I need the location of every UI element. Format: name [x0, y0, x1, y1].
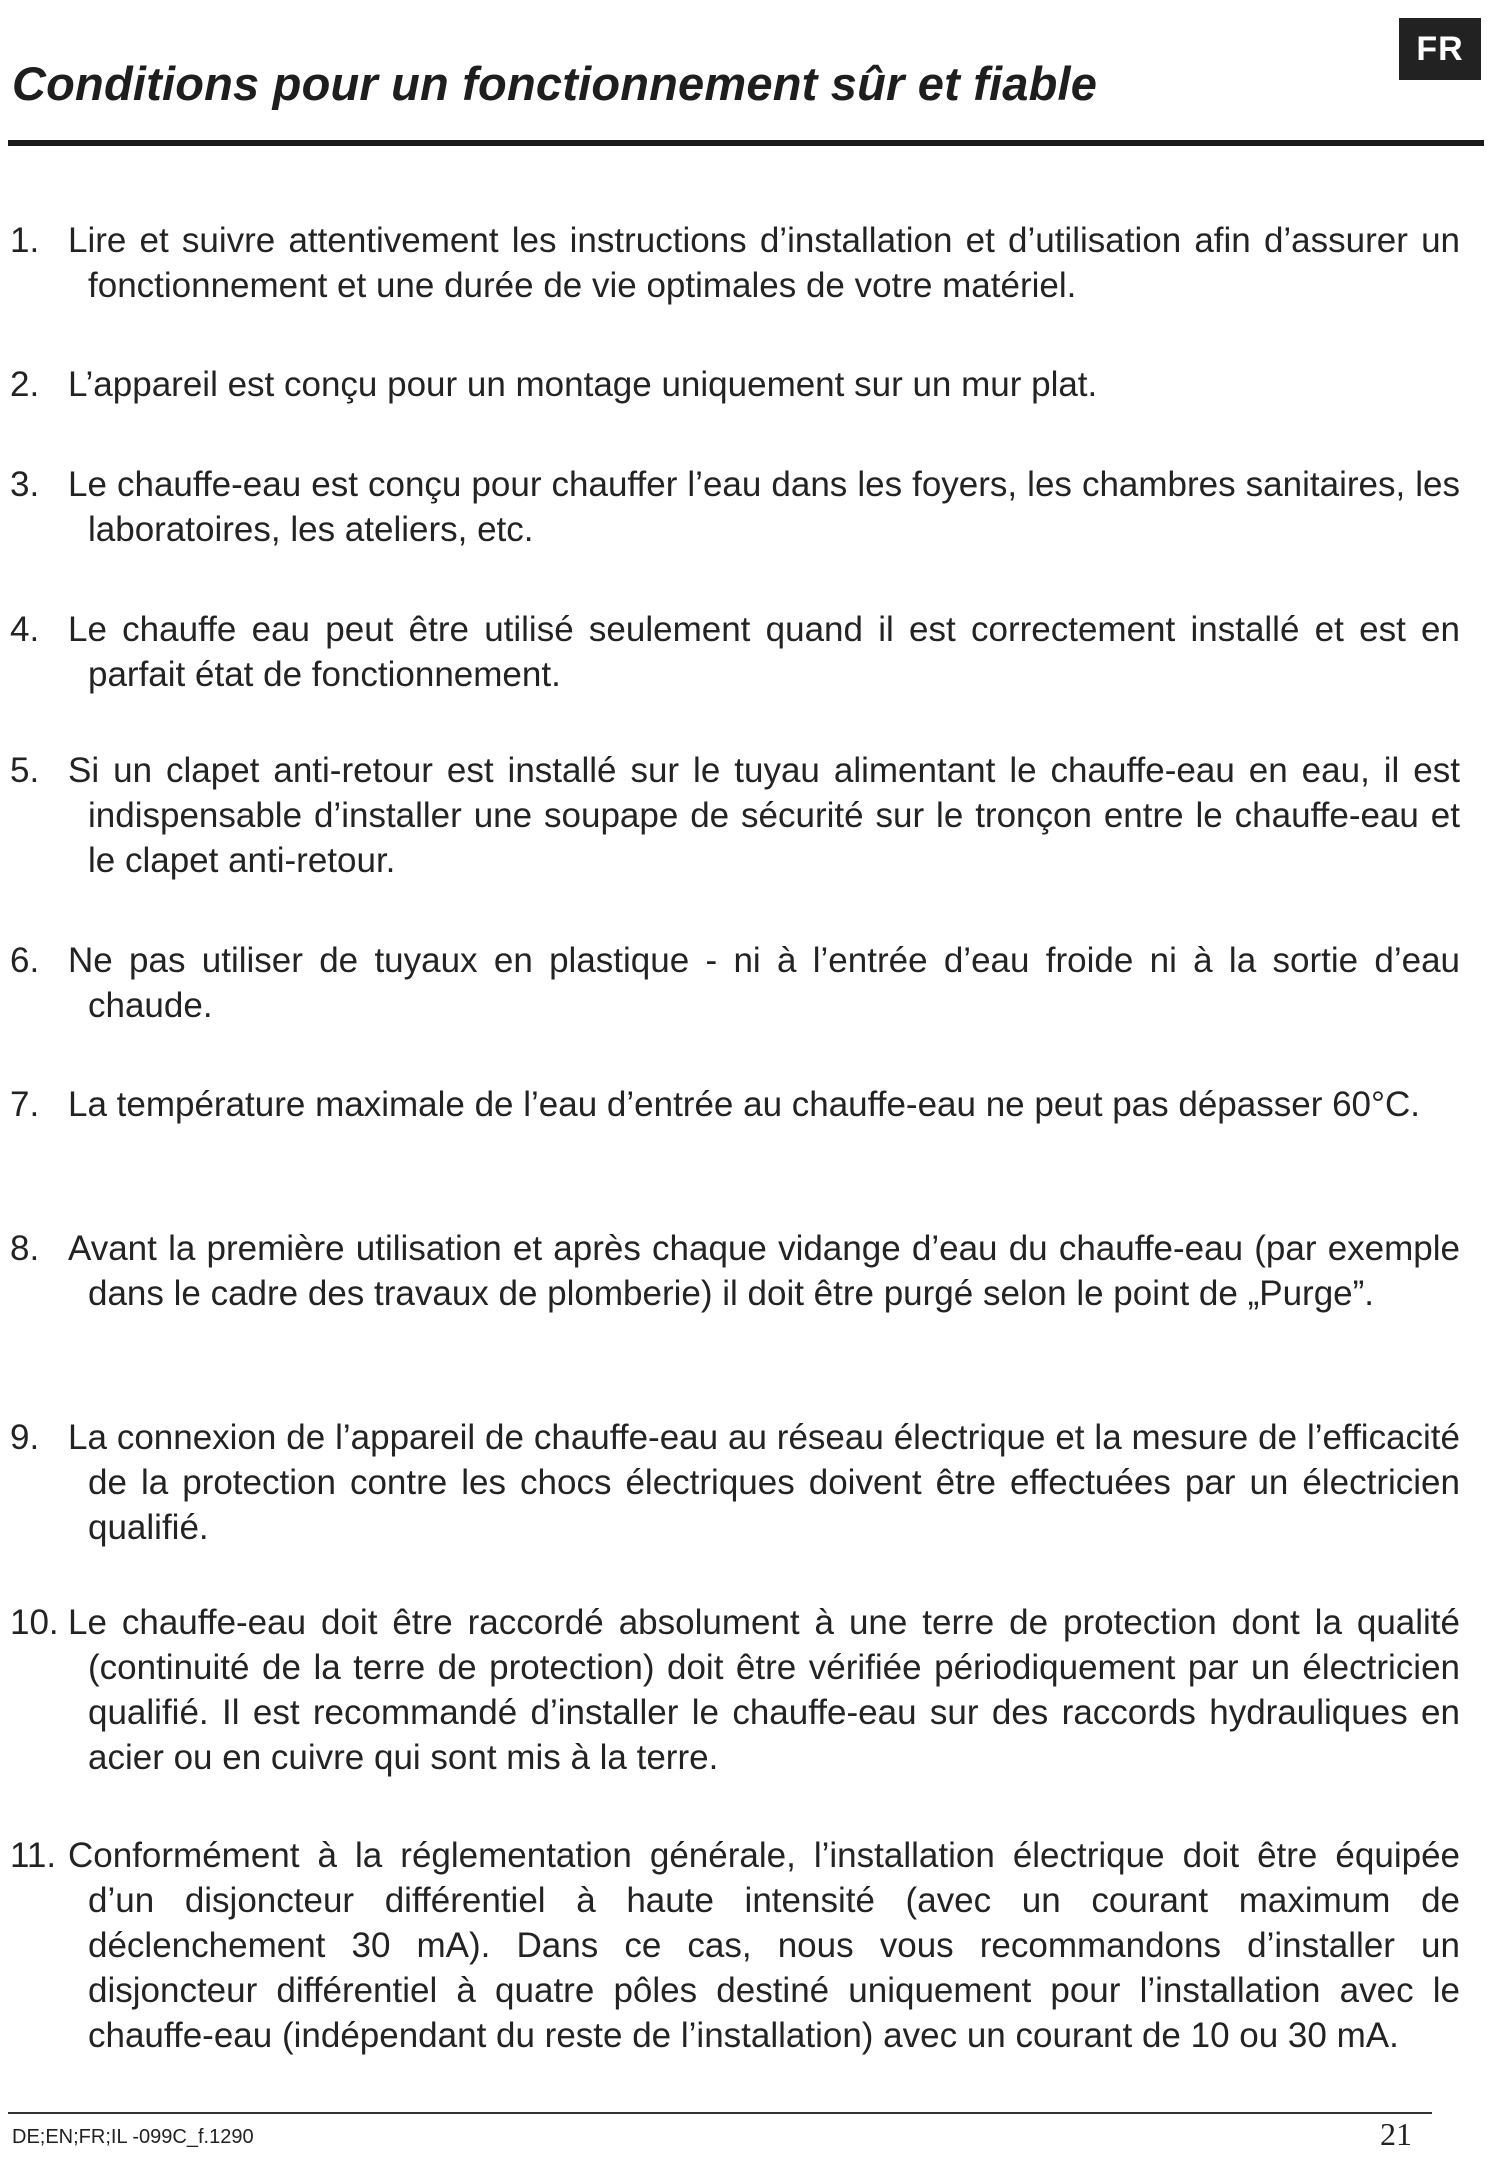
- header-divider: [8, 140, 1484, 146]
- item-number: 8.: [10, 1229, 40, 1268]
- document-code: DE;EN;FR;IL -099C_f.1290: [12, 2126, 254, 2148]
- item-text: La connexion de l’appareil de chauffe-eau au réseau électrique et la mesure de l’efficacité de la protection contre les chocs électriques doivent être effectuées par un électricien qualifié.: [68, 1418, 1460, 1547]
- item-number: 5.: [10, 751, 40, 790]
- item-text: La température maximale de l’eau d’entrée au chauffe-eau ne peut pas dépasser 60°C.: [68, 1085, 1420, 1124]
- item-text: Lire et suivre attentivement les instructions d’installation et d’utilisation afin d’assurer un fonctionnement et une durée de vie optimales de votre matériel.: [68, 221, 1460, 305]
- item-text: L’appareil est conçu pour un montage uniquement sur un mur plat.: [68, 365, 1098, 404]
- item-text: Si un clapet anti-retour est installé sur le tuyau alimentant le chauffe-eau en eau, il est indispensable d’installer une soupape de sécurité sur le tronçon entre le chauffe-eau et le clapet anti-retour.: [68, 751, 1460, 880]
- item-number: 9.: [10, 1418, 40, 1457]
- item-number: 10.: [10, 1603, 59, 1642]
- item-number: 3.: [10, 465, 40, 504]
- footer-divider: [8, 2112, 1432, 2114]
- item-number: 6.: [10, 941, 40, 980]
- list-item: [10, 1415, 1460, 1550]
- list-item: [10, 1082, 1460, 1127]
- item-text: Le chauffe eau peut être utilisé seulement quand il est correctement installé et est en parfait état de fonctionnement.: [68, 610, 1460, 694]
- item-text: Ne pas utiliser de tuyaux en plastique - ni à l’entrée d’eau froide ni à la sortie d’eau chaude.: [68, 941, 1460, 1025]
- item-number: 7.: [10, 1085, 40, 1124]
- list-item: [10, 938, 1460, 1028]
- item-text: Avant la première utilisation et après chaque vidange d’eau du chauffe-eau (par exemple dans le cadre des travaux de plomberie) il doit être purgé selon le point de „Purge”.: [68, 1229, 1460, 1313]
- page-title: Conditions pour un fonctionnement sûr et fiable: [12, 57, 1098, 110]
- list-item: [10, 607, 1460, 697]
- item-text: Le chauffe-eau est conçu pour chauffer l’eau dans les foyers, les chambres sanitaires, les laboratoires, les ateliers, etc.: [68, 465, 1460, 549]
- language-badge: FR: [1399, 18, 1481, 80]
- list-item: [10, 362, 1460, 407]
- list-item: [10, 462, 1460, 552]
- list-item: [10, 1226, 1460, 1316]
- item-number: 1.: [10, 221, 40, 260]
- item-text: Le chauffe-eau doit être raccordé absolument à une terre de protection dont la qualité (continuité de la terre de protection) doit être vérifiée périodiquement par un électricien qualifié. Il est recommandé d’installer le chauffe-eau sur des raccords hydrauliques en acier ou en cuivre qui sont mis à la terre.: [68, 1603, 1460, 1777]
- list-item: [10, 1833, 1460, 2058]
- item-number: 11.: [10, 1836, 57, 1875]
- page-number: 21: [1380, 2116, 1412, 2152]
- item-text: Conformément à la réglementation générale, l’installation électrique doit être équipée d’un disjoncteur différentiel à haute intensité (avec un courant maximum de déclenchement 30 mA). Dans ce cas, nous vous recommandons d’installer un disjoncteur différentiel à quatre pôles destiné uniquement pour l’installation avec le chauffe-eau (indépendant du reste de l’installation) avec un courant de 10 ou 30 mA.: [68, 1836, 1460, 2055]
- item-number: 4.: [10, 610, 40, 649]
- item-number: 2.: [10, 365, 40, 404]
- list-item: [10, 748, 1460, 883]
- list-item: [10, 1600, 1460, 1780]
- list-item: [10, 218, 1460, 308]
